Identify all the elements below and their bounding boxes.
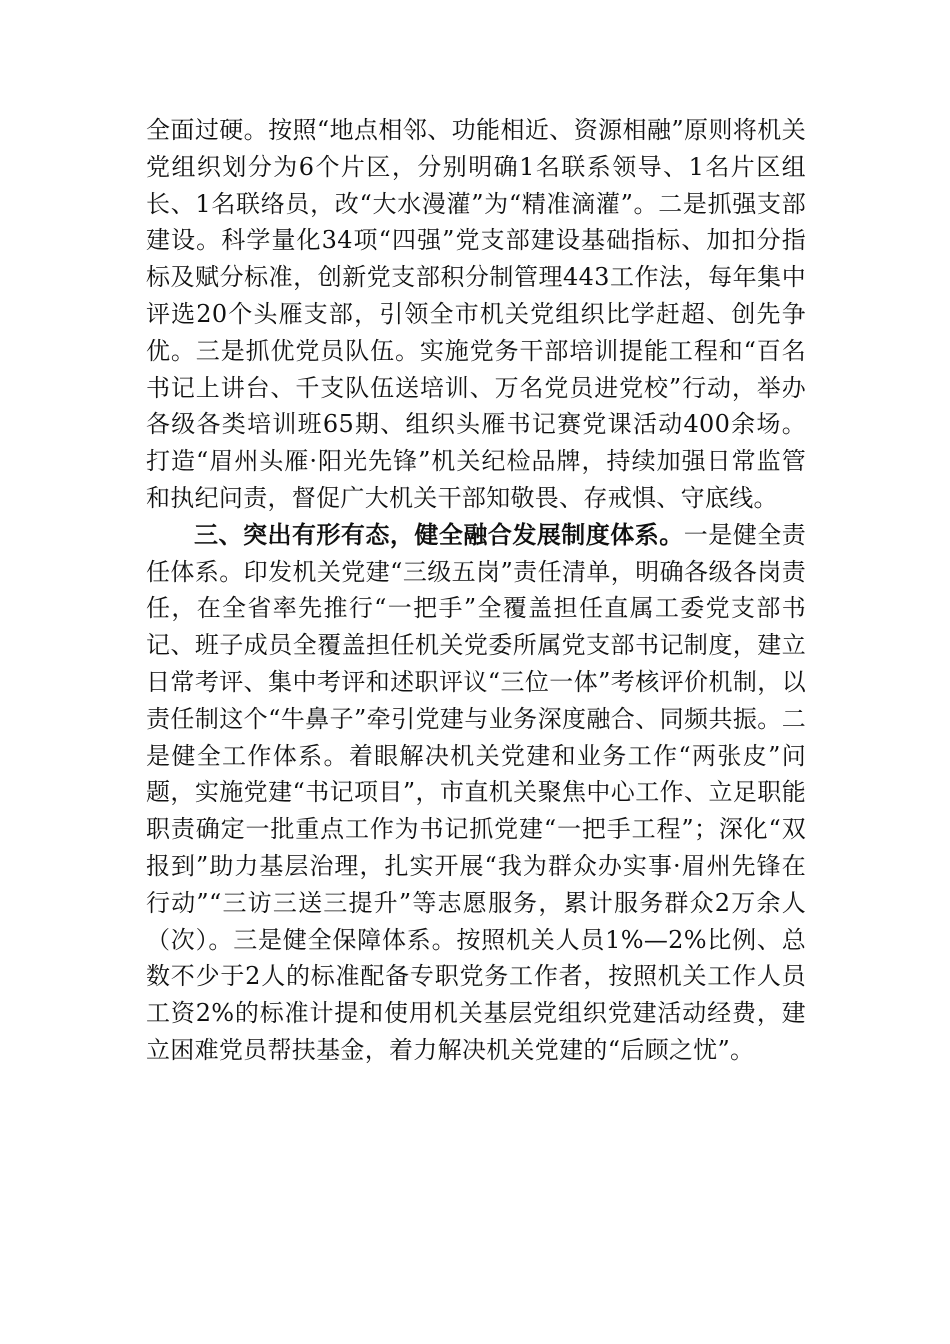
document-body: [146, 112, 806, 1069]
paragraph-section-three: [146, 517, 806, 1069]
paragraph-continuation: [146, 112, 806, 517]
paragraph-text: 全面过硬。按照“地点相邻、功能相近、资源相融”原则将机关党组织划分为6个片区，分别明确1名联系领导、1名片区组长、1名联络员，改“大水漫灌”为“精准滴灌”。二是抓强支部建设。科学量化34项“四强”党支部建设基础指标、加扣分指标及赋分标准，创新党支部积分制管理443工作法，每年集中评选20个头雁支部，引领全市机关党组织比学赶超、创先争优。三是抓优党员队伍。实施党务干部培训提能工程和“百名书记上讲台、千支队伍送培训、万名党员进党校”行动，举办各级各类培训班65期、组织头雁书记赛党课活动400余场。打造“眉州头雁·阳光先锋”机关纪检品牌，持续加强日常监管和执纪问责，督促广大机关干部知敬畏、存戒惧、守底线。: [146, 116, 806, 512]
section-heading: 三、突出有形有态，健全融合发展制度体系。: [194, 520, 684, 549]
paragraph-text: 一是健全责任体系。印发机关党建“三级五岗”责任清单，明确各级各岗责任，在全省率先推行“一把手”全覆盖担任直属工委党支部书记、班子成员全覆盖担任机关党委所属党支部书记制度，建立日常考评、集中考评和述职评议“三位一体”考核评价机制，以责任制这个“牛鼻子”牵引党建与业务深度融合、同频共振。二是健全工作体系。着眼解决机关党建和业务工作“两张皮”问题，实施党建“书记项目”，市直机关聚焦中心工作、立足职能职责确定一批重点工作为书记抓党建“一把手工程”；深化“双报到”助力基层治理，扎实开展“我为群众办实事·眉州先锋在行动”“三访三送三提升”等志愿服务，累计服务群众2万余人（次）。三是健全保障体系。按照机关人员1%—2%比例、总数不少于2人的标准配备专职党务工作者，按照机关工作人员工资2%的标准计提和使用机关基层党组织党建活动经费，建立困难党员帮扶基金，着力解决机关党建的“后顾之忧”。: [146, 520, 806, 1064]
